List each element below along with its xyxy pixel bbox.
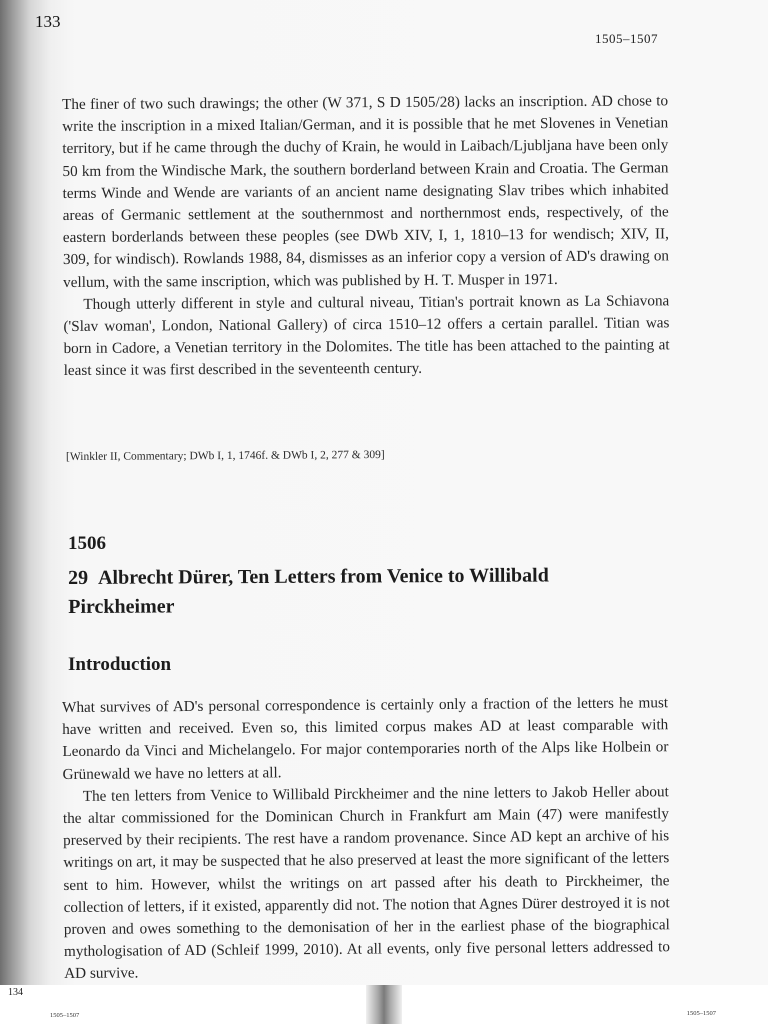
- introduction-paragraph: What survives of AD's personal correspondence is certainly only a fraction of the letters he must have written and received. Even so, this limited corpus makes AD at least comparable with Leonardo da Vinci and Michelangelo. For major contemporaries north of the Alps like Holbein or Grünewald we have no letters at all.: [62, 694, 669, 783]
- document-title: [68, 561, 628, 622]
- document-title-text: Albrecht Dürer, Ten Letters from Venice to Willibald Pirckheimer: [68, 564, 549, 618]
- sources-note: [Winkler II, Commentary; DWb I, 1, 1746f. & DWb I, 2, 277 & 309]: [66, 449, 385, 463]
- next-page-number: 134: [8, 987, 23, 998]
- introduction-text: [62, 692, 670, 985]
- next-page-running-head-left: 1505–1507: [50, 1012, 80, 1019]
- document-number: 29: [68, 566, 89, 589]
- running-head: 1505–1507: [595, 31, 658, 46]
- next-page-running-head-right: 1505–1507: [686, 1010, 716, 1017]
- page-number: 133: [35, 12, 61, 31]
- commentary-text: [62, 90, 670, 382]
- book-spine-shadow: [366, 985, 402, 1024]
- commentary-paragraph: Though utterly different in style and cultural niveau, Titian's portrait known as La Schiavona ('Slav woman', London, National Gallery) of circa 1510–12 offers a certain parallel. Titian was born in Cadore, a Venetian territory in the Dolomites. The title has been attached to the painting at least since it was first described in the seventeenth century.: [63, 292, 670, 380]
- section-subheading: Introduction: [68, 654, 172, 675]
- year-heading: 1506: [68, 533, 106, 554]
- introduction-paragraph: The ten letters from Venice to Willibald Pirckheimer and the nine letters to Jakob Heller about the altar commissioned for the Dominican Church in Frankfurt am Main (47) were manifestly preserved by their recipients. The rest have a random provenance. Since AD kept an archive of his writings on art, it may be suspected that he also preserved at least the more significant of the letters sent to him. However, whilst the writings on art passed after his death to Pirckheimer, the collection of letters, if it existed, apparently did not. The notion that Agnes Dürer destroyed it is not proven and owes something to the demonisation of her in the earliest phase of the biographical mythologisation of AD (Schleif 1999, 2010). At all events, only five personal letters addressed to AD survive.: [62, 783, 671, 983]
- commentary-paragraph: The finer of two such drawings; the other (W 371, S D 1505/28) lacks an inscription. AD chose to write the inscription in a mixed Italian/German, and it is possible that he met Slovenes in Venetian territory, but if he came through the duchy of Krain, he would in Laibach/Ljubljana have been only 50 km from the Windische Mark, the southern borderland between Krain and Croatia. The German terms Winde and Wende are variants of an ancient name designating Slav tribes which inhabited areas of Germanic settlement at the southernmost and northernmost ends, respectively, of the eastern borderlands between these peoples (see DWb XIV, I, 1, 1810–13 for wendisch; XIV, II, 309, for windisch). Rowlands 1988, 84, dismisses as an inferior copy a version of AD's drawing on vellum, with the same inscription, which was published by H. T. Musper in 1971.: [62, 92, 670, 291]
